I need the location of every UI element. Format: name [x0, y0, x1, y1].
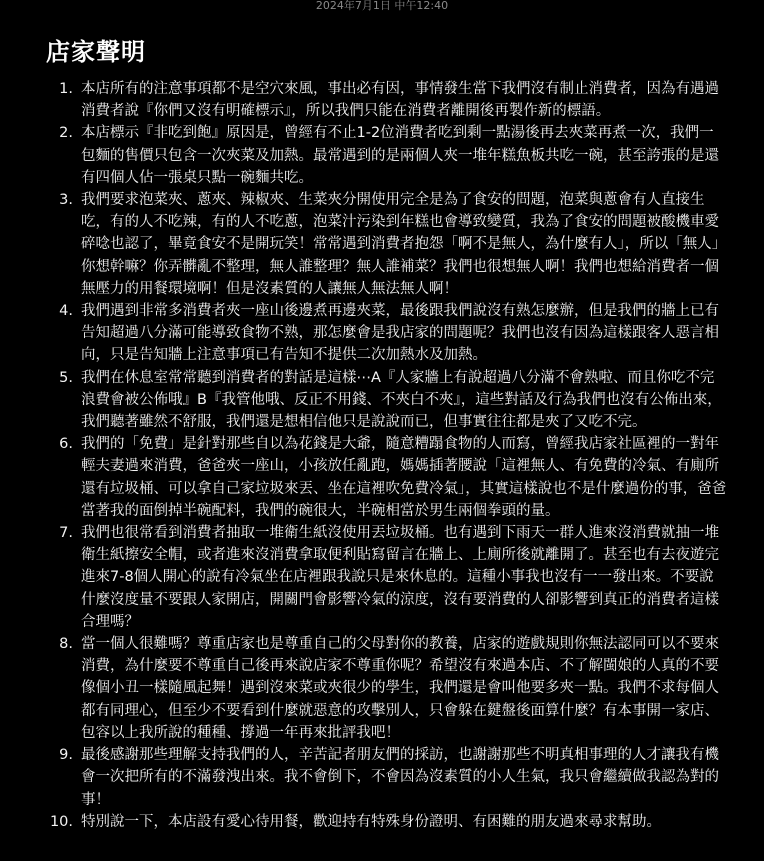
notice-item-text: 本店所有的注意事項都不是空穴來風，事出必有因，事情發生當下我們沒有制止消費者，因為有遇過消費者說『你們又沒有明確標示』，所以我們只能在消費者離開後再製作新的標語。: [81, 81, 719, 120]
notice-item-number: 8.: [59, 636, 73, 653]
notice-item-text: 我們的「免費」是針對那些自以為花錢是大爺，隨意糟蹋食物的人而寫，曾經我店家社區裡的一對年輕夫妻過來消費，爸爸夾一座山，小孩放任亂跑，媽媽插著腰說「這裡無人、有免費的冷氣、有廁所還有垃圾桶、可以拿自己家垃圾來丟、坐在這裡吹免費冷氣」，其實這樣說也不是什麼過份的事，爸爸當著我的面倒掉半碗配料，我們的碗很大，半碗相當於男生兩個拳頭的量。: [81, 436, 727, 519]
notice-item-text: 特別說一下，本店設有愛心待用餐，歡迎持有特殊身份證明、有困難的朋友過來尋求幫助。: [81, 813, 661, 830]
notice-item-1: [0, 78, 764, 122]
notice-item-2: [0, 122, 764, 189]
notice-item-number: 1.: [59, 81, 73, 97]
notice-item-text: 我們要求泡菜夾、蔥夾、辣椒夾、生菜夾分開使用完全是為了食安的問題，泡菜與蔥會有人直接生吃，有的人不吃辣，有的人不吃蔥，泡菜汁污染到年糕也會導致變質，我為了食安的問題被酸機車愛碎唸也認了，畢竟食安不是開玩笑！常常遇到消費者抱怨「啊不是無人，為什麼有人」，所以「無人」你想幹嘛？你弄髒亂不整理，無人誰整理？無人誰補菜？我們也很想無人啊！我們也想給消費者一個無壓力的用餐環境啊！但是沒素質的人讓無人無法無人啊！: [81, 192, 727, 297]
notice-item-5: [0, 367, 764, 434]
notice-item-number: 7.: [59, 525, 73, 542]
notice-item-10: [0, 811, 764, 833]
notice-item-text: 我們遇到非常多消費者夾一座山後邊煮再邊夾菜，最後跟我們說沒有熟怎麼辦，但是我們的牆上已有告知超過八分滿可能導致食物不熟，那怎麼會是我店家的問題呢？我們也沒有因為這樣跟客人惡言相向，只是告知牆上注意事項已有告知不提供二次加熱水及加熱。: [81, 303, 719, 364]
notice-item-text: 本店標示『非吃到飽』原因是，曾經有不止1-2位消費者吃到剩一點湯後再去夾菜再煮一次，我們一包麵的售價只包含一次夾菜及加熱。最常遇到的是兩個人夾一堆年糕魚板共吃一碗，甚至誇張的是還有四個人佔一張桌只點一碗麵共吃。: [81, 125, 719, 186]
notice-item-text: 我們也很常看到消費者抽取一堆衛生紙沒使用丟垃圾桶。也有遇到下雨天一群人進來沒消費就抽一堆衛生紙擦安全帽，或者進來沒消費拿取便利貼寫留言在牆上、上廁所後就離開了。甚至也有去夜遊完進來7-8個人開心的說有冷氣坐在店裡跟我說只是來休息的。這種小事我也沒有一一發出來。不要說什麼沒度量不要跟人家開店，開關門會影響冷氣的涼度，沒有要消費的人卻影響到真正的消費者這樣合理嗎？: [81, 525, 719, 630]
notice-item-number: 5.: [59, 369, 73, 386]
notice-list: [0, 78, 764, 833]
page-title: 店家聲明: [46, 38, 146, 67]
notice-item-number: 4.: [59, 303, 73, 320]
notice-item-9: [0, 744, 764, 811]
notice-item-text: 當一個人很難嗎？尊重店家也是尊重自己的父母對你的教養，店家的遊戲規則你無法認同可以不要來消費，為什麼要不尊重自己後再來說店家不尊重你呢？希望沒有來過本店、不了解閩娘的人真的不要像個小丑一樣隨風起舞！遇到沒來菜或夾很少的學生，我們還是會叫他要多夾一點。我們不求每個人都有同理心，但至少不要看到什麼就惡意的攻擊別人，只會躲在鍵盤後面算什麼？有本事開一家店、包容以上我所說的種種、撐過一年再來批評我吧！: [81, 636, 719, 741]
notice-item-number: 3.: [59, 192, 73, 209]
notice-item-3: [0, 189, 764, 300]
notice-item-6: [0, 433, 764, 522]
status-bar-time: 2024年7月1日 中午12:40: [315, 0, 449, 12]
notice-item-number: 10.: [49, 813, 73, 830]
notice-item-number: 2.: [59, 125, 73, 142]
notice-item-number: 6.: [59, 436, 73, 453]
notice-item-8: [0, 633, 764, 744]
notice-item-text: 最後感謝那些理解支持我們的人，辛苦記者朋友們的採訪，也謝謝那些不明真相事理的人才讓我有機會一次把所有的不滿發洩出來。我不會倒下，不會因為沒素質的小人生氣，我只會繼續做我認為對的事！: [81, 747, 719, 808]
notice-item-number: 9.: [59, 747, 73, 764]
notice-item-text: 我們在休息室常常聽到消費者的對話是這樣⋯A『人家牆上有說超過八分滿不會熟啦、而且你吃不完浪費會被公佈哦』B『我管他哦、反正不用錢、不夾白不夾』，這些對話及行為我們也沒有公佈出來，我們聽著雖然不舒服，我們還是想相信他只是說說而已，但事實往往都是夾了又吃不完。: [81, 369, 722, 431]
notice-item-7: [0, 522, 764, 633]
notice-item-4: [0, 300, 764, 367]
